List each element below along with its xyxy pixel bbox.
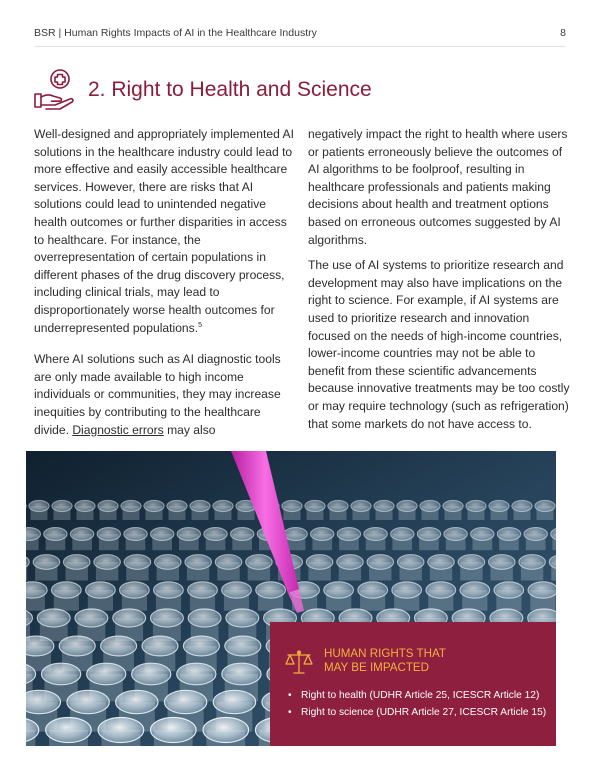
- list-item: [288, 704, 546, 721]
- list-item-text: Right to science (UDHR Article 27, ICESCR Article 15): [301, 707, 547, 718]
- paragraph-erroneous-outcomes: negatively impact the right to health where users or patients erroneously believe the outcomes of AI algorithms to be foolproof, resulting in healthcare professionals and patients making decisions about health and treatment options based on erroneous outcomes suggested by AI algorithms.: [308, 127, 568, 247]
- impact-heading-line1: HUMAN RIGHTS THAT: [324, 647, 446, 660]
- page-number: 8: [560, 27, 566, 39]
- footnote-marker[interactable]: 5: [198, 321, 202, 329]
- impact-heading-line2: MAY BE IMPACTED: [324, 661, 430, 674]
- impacted-rights-box: [270, 622, 556, 746]
- impacted-rights-list: [288, 687, 546, 721]
- paragraph-health-disparities: [34, 126, 296, 337]
- document-title: BSR | Human Rights Impacts of AI in the Healthcare Industry: [34, 27, 317, 39]
- paragraph-right-to-science: The use of AI systems to prioritize research and development may also have implications on the right to science. For example, if AI systems are used to prioritize research and innovation focused on the needs of high-income countries, lower-income countries may not be able to benefit from these scientific advancements because innovative treatments may be too costly or may require technology (such as refrigeration) that some markets do not have access to.: [308, 258, 570, 431]
- header-divider: [34, 46, 566, 47]
- bullet: •: [288, 707, 292, 718]
- paragraph-text: Where AI solutions such as AI diagnostic tools are only made available to high income individuals or communities, they may increase inequities by contributing to the healthcare divide.: [34, 352, 281, 437]
- right-column: [308, 126, 570, 447]
- bullet: •: [288, 690, 292, 701]
- left-column: [34, 126, 296, 453]
- paragraph-text: Well-designed and appropriately implemented AI solutions in the healthcare industry could lead to more effective and easily accessible healthcare services. However, there are risks that AI solutions could lead to unintended negative health outcomes or further disparities in access to healthcare. For instance, the overrepresentation of certain populations in different phases of the drug discovery process, including clinical trials, may lead to disproportionately worse health outcomes for underrepresented populations.: [34, 127, 294, 335]
- impact-box-heading: [324, 647, 446, 675]
- list-item-text: Right to health (UDHR Article 25, ICESCR Article 12): [301, 690, 540, 701]
- section-title: 2. Right to Health and Science: [88, 78, 372, 101]
- list-item: [288, 687, 546, 704]
- hand-holding-medical-cross-icon: [34, 68, 84, 110]
- scales-of-justice-icon: [284, 649, 314, 675]
- diagnostic-errors-link[interactable]: Diagnostic errors: [72, 422, 164, 437]
- paragraph-text: may also: [163, 422, 216, 437]
- running-header: [34, 27, 566, 41]
- paragraph-diagnostic-tools: [34, 351, 296, 439]
